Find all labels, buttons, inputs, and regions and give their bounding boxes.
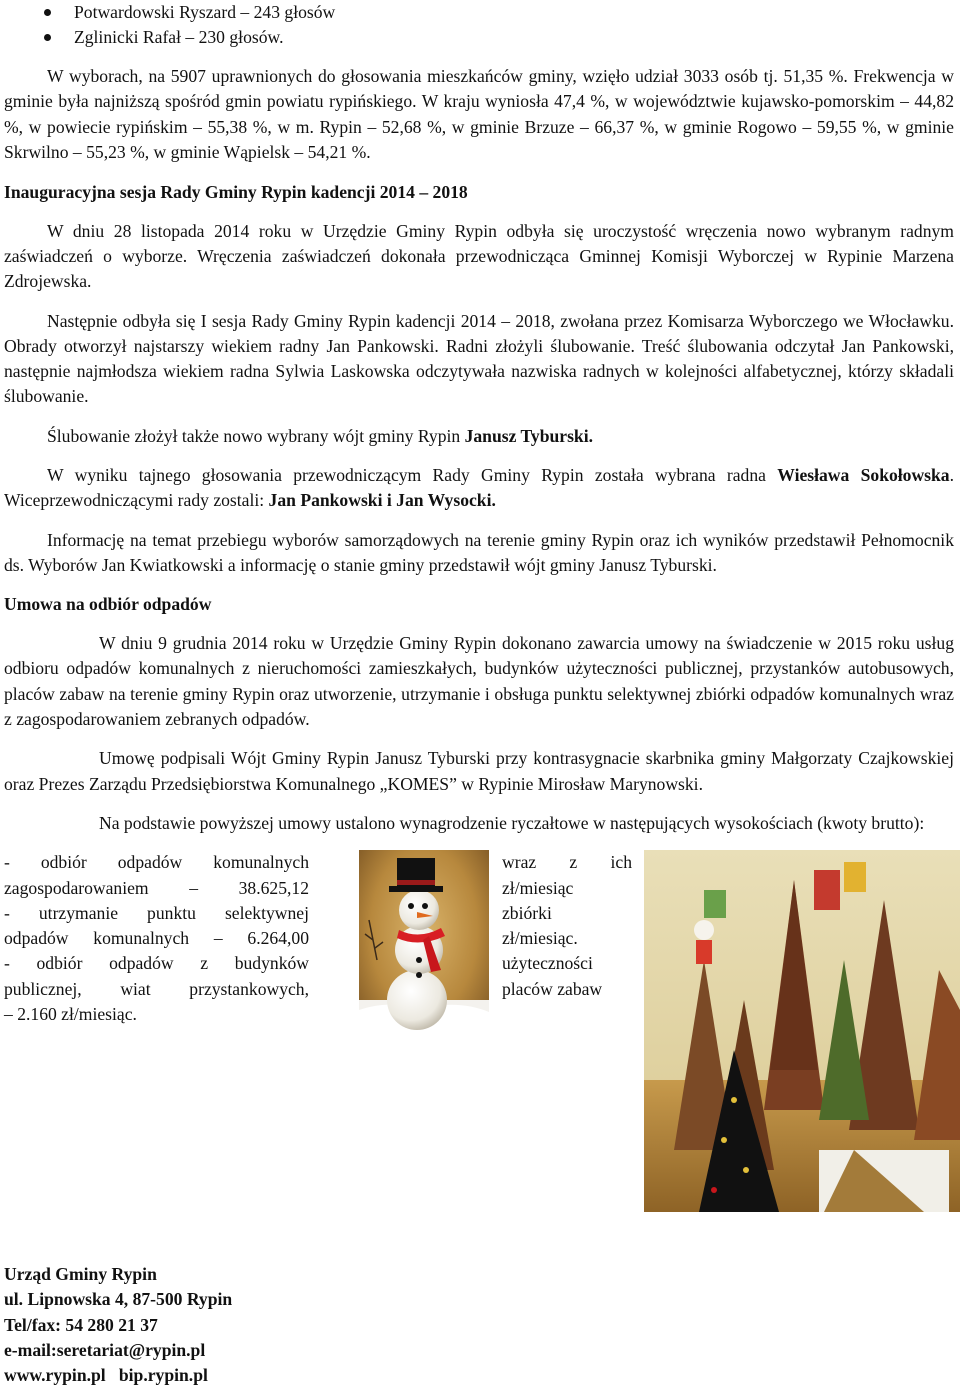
fee-line: wraz z ich: [502, 852, 632, 873]
turnout-paragraph: W wyborach, na 5907 uprawnionych do głosowania mieszkańców gminy, wzięło udział 3033 osób tj. 51,35 %. Frekwencja w gminie była najniższą spośród gmin powiatu rypińskiego. W kraju wyniosła 47,4 %, w województwie kujawsko-pomorskim – 44,82 %, w powiecie rypińskim – 55,38 %, w m. Rypin – 52,68 %, w gminie Brzuze – 66,37 %, w gminie Rogowo – 59,55 %, w gminie Skrwilno – 55,23 %, w gminie Wąpielsk – 54,21 %.: [4, 66, 954, 163]
waste-paragraph-1: W dniu 9 grudnia 2014 roku w Urzędzie Gminy Rypin dokonano zawarcia umowy na świadczenie w 2015 roku usług odbioru odpadów komunalnych z nieruchomości zamieszkałych, budynków użyteczności publicznej, przystanków autobusowych, placów zabaw na terenie gminy Rypin oraz utworzenie, utrzymanie i obsługa punktu selektywnej zbiórki odpadów komunalnych wraz z zagospodarowaniem zebranych odpadów.: [4, 633, 954, 730]
list-item: Potwardowski Ryszard – 243 głosów: [4, 0, 954, 25]
fee-line: zł/miesiąc.: [502, 928, 578, 949]
document-page: [4, 0, 954, 1060]
office-address: ul. Lipnowska 4, 87-500 Rypin: [4, 1289, 233, 1310]
office-websites: www.rypin.pl bip.rypin.pl: [4, 1365, 208, 1386]
fee-line: użyteczności: [502, 953, 593, 974]
oath-paragraph: [4, 424, 954, 449]
fee-line: - odbiór odpadów komunalnych: [4, 852, 309, 873]
chair-paragraph: [4, 463, 954, 514]
waste-heading: Umowa na odbiór odpadów: [4, 594, 212, 615]
fee-line: – 2.160 zł/miesiąc.: [4, 1004, 137, 1025]
fee-line: - utrzymanie punktu selektywnej: [4, 902, 309, 923]
fee-line: zagospodarowaniem – 38.625,12: [4, 877, 309, 898]
list-item: Zglinicki Rafał – 230 głosów.: [4, 25, 954, 50]
oath-text: Ślubowanie złożył także nowo wybrany wójt gminy Rypin: [47, 425, 465, 446]
snowman-photo: [359, 850, 489, 1050]
waste-paragraph-3: Na podstawie powyższej umowy ustalono wynagrodzenie ryczałtowe w następujących wysokościach (kwoty brutto):: [99, 812, 925, 833]
fees-section: [4, 850, 954, 1060]
fee-line: zbiórki: [502, 902, 552, 923]
fee-line: publicznej, wiat przystankowych,: [4, 978, 309, 999]
fee-line: zł/miesiąc: [502, 877, 574, 898]
christmas-trees-photo: [644, 850, 960, 1212]
chair-mid-text: . Wiceprzewodniczącymi rady zostali:: [4, 465, 955, 511]
fee-line: - odbiór odpadów z budynków: [4, 953, 309, 974]
office-name: Urząd Gminy Rypin: [4, 1264, 157, 1284]
chair-text: W wyniku tajnego głosowania przewodniczącym Rady Gminy Rypin została wybrana radna: [47, 465, 778, 485]
session-paragraph-1: W dniu 28 listopada 2014 roku w Urzędzie Gminy Rypin odbyła się uroczystość wręczenia nowo wybranym radnym zaświadczeń o wyborze. Wręczenia zaświadczeń dokonała przewodnicząca Gminnej Komisji Wyborczej w Rypinie Marzena Zdrojewska.: [4, 220, 954, 292]
info-paragraph: Informację na temat przebiegu wyborów samorządowych na terenie gminy Rypin oraz ich wyników przedstawił Pełnomocnik ds. Wyborów Jan Kwiatkowski a informację o stanie gminy przedstawił wójt gminy Janusz Tyburski.: [4, 529, 954, 575]
mayor-name: Janusz Tyburski.: [464, 425, 593, 446]
office-email: e-mail:seretariat@rypin.pl: [4, 1339, 206, 1360]
fees-right-column: [502, 850, 632, 1002]
fee-line: odpadów komunalnych – 6.264,00: [4, 928, 309, 949]
office-phone: Tel/fax: 54 280 21 37: [4, 1314, 158, 1335]
waste-paragraph-2: Umowę podpisali Wójt Gminy Rypin Janusz Tyburski przy kontrasygnacie skarbnika gminy Małgorzaty Czajkowskiej oraz Prezes Zarządu Przedsiębiorstwa Komunalnego „KOMES” w Rypinie Mirosław Marynowski.: [4, 748, 954, 794]
session-heading: Inauguracyjna sesja Rady Gminy Rypin kadencji 2014 – 2018: [4, 181, 468, 202]
session-paragraph-2: Następnie odbyła się I sesja Rady Gminy Rypin kadencji 2014 – 2018, zwołana przez Komisarza Wyborczego we Włocławku. Obrady otworzył najstarszy wiekiem radny Jan Pankowski. Radni złożyli ślubowanie. Treść ślubowania odczytał Jan Pankowski, następnie najmłodsza wiekiem radna Sylwia Laskowska odczytywała nazwiska radnych w kolejności alfabetycznej, którzy składali ślubowanie.: [4, 310, 954, 407]
contact-footer: [4, 1262, 232, 1388]
deputy-names: Jan Pankowski i Jan Wysocki.: [268, 490, 496, 511]
chair-name: Wiesława Sokołowska: [777, 465, 950, 485]
fee-line: placów zabaw: [502, 978, 603, 999]
candidate-list: [4, 0, 954, 50]
fees-left-column: [4, 850, 309, 1027]
